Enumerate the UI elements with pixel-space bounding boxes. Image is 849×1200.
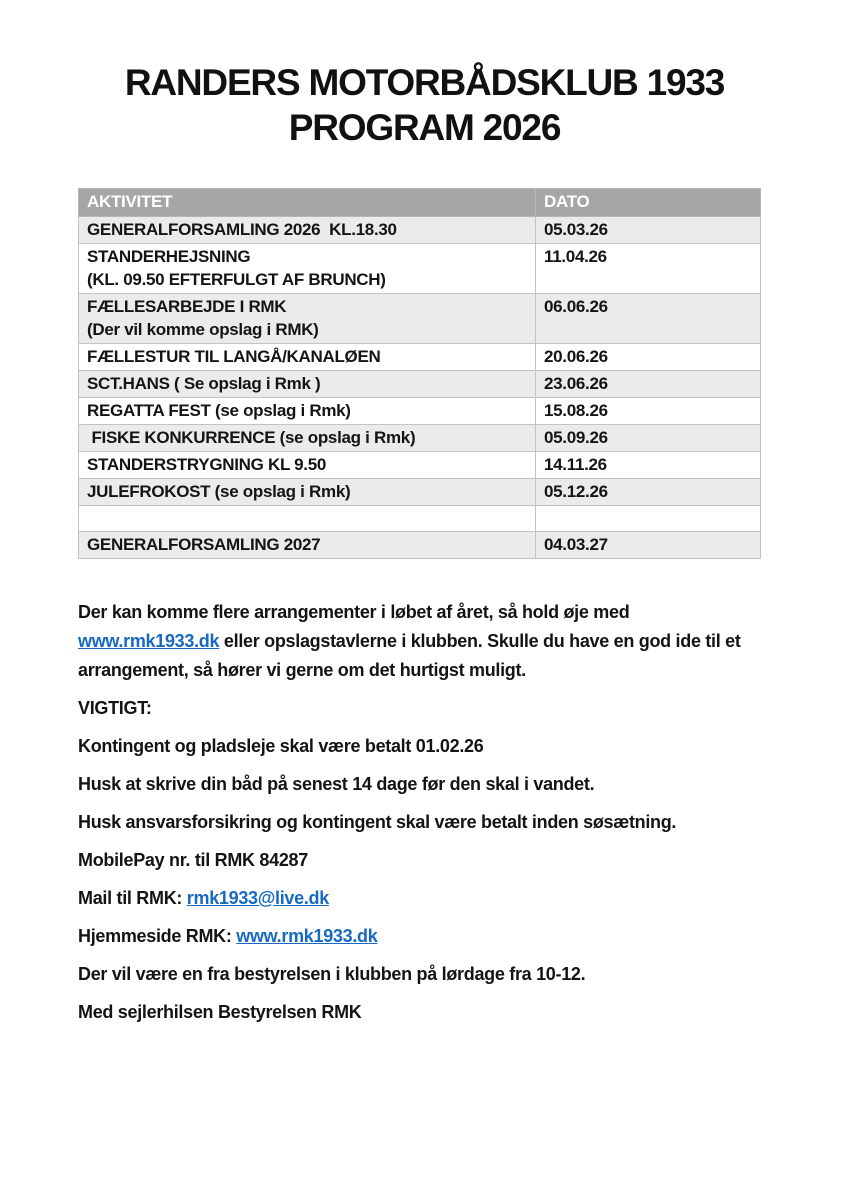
- date-cell: [536, 506, 761, 532]
- activity-table-body: [79, 217, 761, 559]
- activity-cell: [79, 425, 536, 452]
- activity-cell: [79, 344, 536, 371]
- table-row: [79, 425, 761, 452]
- intro-text-before: Der kan komme flere arrangementer i løbet af året, så hold øje med: [78, 602, 630, 622]
- date-cell: 14.11.26: [536, 452, 761, 479]
- table-row: [79, 294, 761, 344]
- date-cell: 05.09.26: [536, 425, 761, 452]
- activity-table-header: [79, 189, 761, 217]
- activity-cell: [79, 244, 536, 294]
- activity-text: JULEFROKOST (se opslag i Rmk): [87, 482, 351, 501]
- table-row: [79, 344, 761, 371]
- date-cell: 05.03.26: [536, 217, 761, 244]
- title-line-1: RANDERS MOTORBÅDSKLUB 1933: [124, 62, 725, 103]
- column-header-date: DATO: [536, 189, 761, 217]
- important-heading: VIGTIGT:: [78, 698, 152, 718]
- intro-text-after: eller opslagstavlerne i klubben. Skulle du have en god ide til et arrangement, så hører vi gerne om det hurtigst muligt.: [78, 631, 741, 680]
- activity-cell: [79, 398, 536, 425]
- table-row: [79, 452, 761, 479]
- column-header-activity: AKTIVITET: [79, 189, 536, 217]
- saturdays-paragraph: Der vil være en fra bestyrelsen i klubben på lørdage fra 10-12.: [78, 964, 586, 984]
- activity-text: FÆLLESARBEJDE I RMK: [87, 297, 287, 316]
- activity-table: [78, 188, 761, 559]
- mail-paragraph: [78, 884, 762, 913]
- table-row: [79, 217, 761, 244]
- activity-text: SCT.HANS ( Se opslag i Rmk ): [87, 374, 321, 393]
- activity-cell: [79, 371, 536, 398]
- signoff-paragraph: Med sejlerhilsen Bestyrelsen RMK: [78, 1002, 362, 1022]
- activity-text: STANDERHEJSNING: [87, 247, 251, 266]
- mail-label: Mail til RMK:: [78, 888, 187, 908]
- activity-note: (Der vil komme opslag i RMK): [87, 320, 319, 339]
- insurance-paragraph: Husk ansvarsforsikring og kontingent skal være betalt inden søsætning.: [78, 812, 677, 832]
- table-row: [79, 398, 761, 425]
- table-row: [79, 506, 761, 532]
- website-paragraph: [78, 922, 762, 951]
- activity-cell: [79, 294, 536, 344]
- table-row: [79, 371, 761, 398]
- page-title: [78, 60, 771, 150]
- table-row: [79, 244, 761, 294]
- activity-cell: [79, 506, 536, 532]
- activity-cell: [79, 452, 536, 479]
- table-row: [79, 532, 761, 559]
- table-row: [79, 479, 761, 506]
- date-cell: 20.06.26: [536, 344, 761, 371]
- activity-text: REGATTA FEST (se opslag i Rmk): [87, 401, 351, 420]
- date-cell: 11.04.26: [536, 244, 761, 294]
- activity-text: GENERALFORSAMLING 2026 KL.18.30: [87, 220, 397, 239]
- activity-text: STANDERSTRYGNING KL 9.50: [87, 455, 327, 474]
- date-cell: 05.12.26: [536, 479, 761, 506]
- website-label: Hjemmeside RMK:: [78, 926, 237, 946]
- activity-text: GENERALFORSAMLING 2027: [87, 535, 321, 554]
- title-line-2: PROGRAM 2026: [288, 107, 561, 148]
- date-cell: 23.06.26: [536, 371, 761, 398]
- activity-note: (KL. 09.50 EFTERFULGT AF BRUNCH): [87, 270, 386, 289]
- fee-paragraph: Kontingent og pladsleje skal være betalt 01.02.26: [78, 736, 484, 756]
- boat-signup-paragraph: Husk at skrive din båd på senest 14 dage før den skal i vandet.: [78, 774, 595, 794]
- website-link[interactable]: www.rmk1933.dk: [78, 631, 220, 651]
- activity-cell: [79, 479, 536, 506]
- date-cell: 15.08.26: [536, 398, 761, 425]
- mobilepay-paragraph: MobilePay nr. til RMK 84287: [78, 850, 308, 870]
- activity-text: FISKE KONKURRENCE (se opslag i Rmk): [87, 428, 416, 447]
- date-cell: 04.03.27: [536, 532, 761, 559]
- email-link[interactable]: rmk1933@live.dk: [186, 888, 329, 908]
- date-cell: 06.06.26: [536, 294, 761, 344]
- homepage-link[interactable]: www.rmk1933.dk: [236, 926, 378, 946]
- header-row: [79, 189, 761, 217]
- activity-cell: [79, 217, 536, 244]
- activity-cell: [79, 532, 536, 559]
- activity-text: FÆLLESTUR TIL LANGÅ/KANALØEN: [87, 347, 381, 366]
- intro-paragraph: [78, 598, 762, 685]
- document-body-text: [78, 598, 762, 1027]
